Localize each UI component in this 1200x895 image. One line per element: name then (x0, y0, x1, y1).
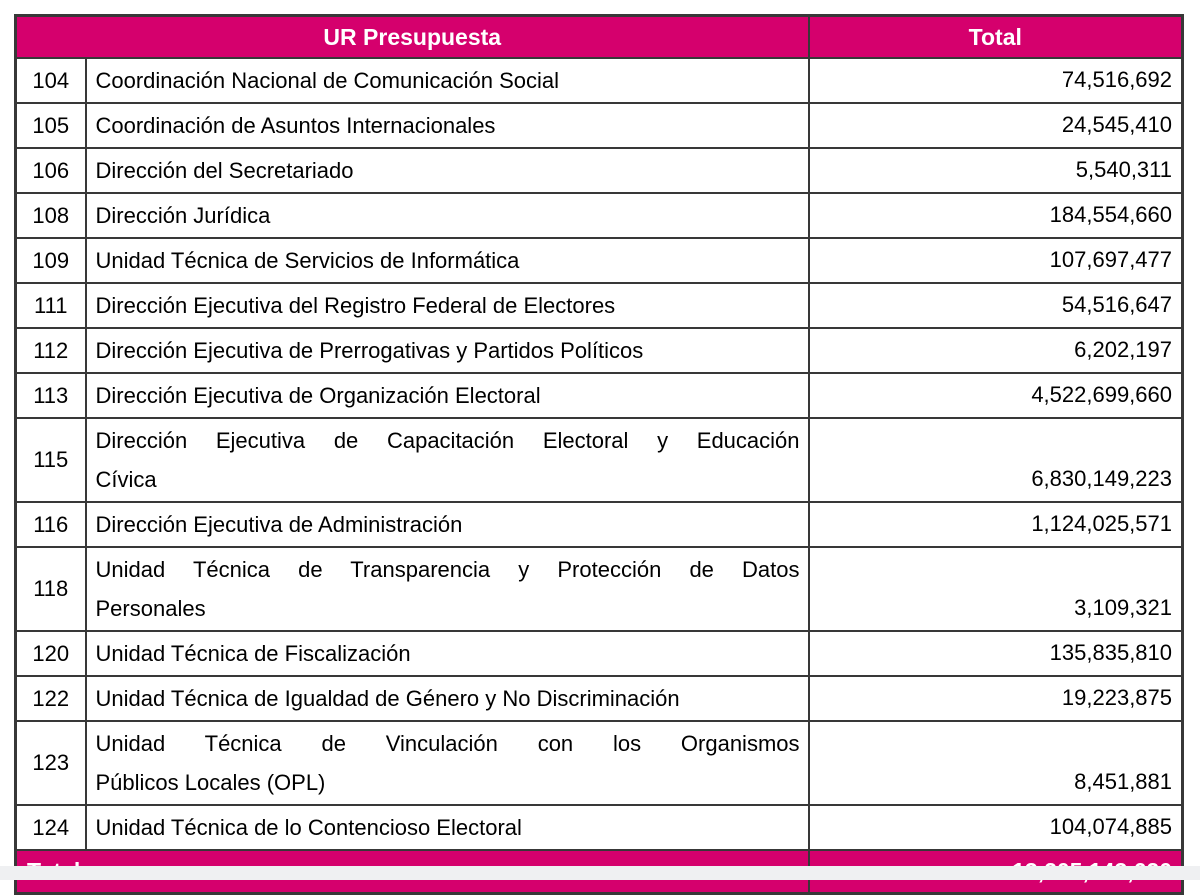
table-row (16, 148, 1183, 193)
row-code: 124 (16, 805, 86, 850)
row-name (86, 418, 809, 502)
row-code: 106 (16, 148, 86, 193)
row-name-line: Dirección Ejecutiva de Capacitación Electoral y Educación (95, 428, 800, 453)
row-code: 111 (16, 283, 86, 328)
row-name: Unidad Técnica de Igualdad de Género y No Discriminación (86, 676, 809, 721)
table-row (16, 328, 1183, 373)
row-code: 118 (16, 547, 86, 631)
row-name: Dirección Jurídica (86, 193, 809, 238)
row-total: 135,835,810 (809, 631, 1183, 676)
row-total: 8,451,881 (809, 721, 1183, 805)
row-total: 107,697,477 (809, 238, 1183, 283)
table-header (16, 16, 1183, 59)
row-name: Dirección Ejecutiva del Registro Federal de Electores (86, 283, 809, 328)
table-row (16, 238, 1183, 283)
row-code: 120 (16, 631, 86, 676)
header-row (16, 16, 1183, 59)
row-code: 116 (16, 502, 86, 547)
table-row (16, 805, 1183, 850)
row-total: 6,202,197 (809, 328, 1183, 373)
row-total: 54,516,647 (809, 283, 1183, 328)
row-total: 104,074,885 (809, 805, 1183, 850)
row-name-line: Unidad Técnica de Vinculación con los Organismos (95, 731, 800, 756)
table-row (16, 502, 1183, 547)
row-total: 184,554,660 (809, 193, 1183, 238)
row-name-line: Públicos Locales (OPL) (95, 770, 326, 795)
row-total: 3,109,321 (809, 547, 1183, 631)
table-row (16, 547, 1183, 631)
row-total: 5,540,311 (809, 148, 1183, 193)
table-row (16, 193, 1183, 238)
row-name (86, 547, 809, 631)
row-total: 4,522,699,660 (809, 373, 1183, 418)
row-code: 105 (16, 103, 86, 148)
table-row (16, 418, 1183, 502)
row-total: 6,830,149,223 (809, 418, 1183, 502)
header-total: Total (809, 16, 1183, 59)
row-code: 109 (16, 238, 86, 283)
row-name: Dirección Ejecutiva de Administración (86, 502, 809, 547)
row-name: Coordinación Nacional de Comunicación Social (86, 58, 809, 103)
row-name: Dirección Ejecutiva de Organización Electoral (86, 373, 809, 418)
row-code: 108 (16, 193, 86, 238)
row-code: 122 (16, 676, 86, 721)
table-row (16, 373, 1183, 418)
row-total: 1,124,025,571 (809, 502, 1183, 547)
table-row (16, 721, 1183, 805)
row-code: 104 (16, 58, 86, 103)
row-name (86, 721, 809, 805)
row-code: 123 (16, 721, 86, 805)
row-name-line: Unidad Técnica de Transparencia y Protección de Datos (95, 557, 800, 582)
row-name: Unidad Técnica de Servicios de Informática (86, 238, 809, 283)
row-name: Dirección Ejecutiva de Prerrogativas y Partidos Políticos (86, 328, 809, 373)
row-name-line: Personales (95, 596, 206, 621)
table-row (16, 631, 1183, 676)
row-name: Dirección del Secretariado (86, 148, 809, 193)
row-code: 113 (16, 373, 86, 418)
table-row (16, 58, 1183, 103)
page-bottom-strip (0, 866, 1200, 880)
row-code: 115 (16, 418, 86, 502)
row-name: Unidad Técnica de lo Contencioso Electoral (86, 805, 809, 850)
row-total: 19,223,875 (809, 676, 1183, 721)
table-row (16, 676, 1183, 721)
row-name-line: Cívica (95, 467, 157, 492)
row-total: 24,545,410 (809, 103, 1183, 148)
table-row (16, 103, 1183, 148)
table-row (16, 283, 1183, 328)
header-ur-presupuesta: UR Presupuesta (16, 16, 809, 59)
row-name: Coordinación de Asuntos Internacionales (86, 103, 809, 148)
row-total: 74,516,692 (809, 58, 1183, 103)
row-name: Unidad Técnica de Fiscalización (86, 631, 809, 676)
table-body (16, 58, 1183, 850)
budget-table (14, 14, 1184, 895)
row-code: 112 (16, 328, 86, 373)
